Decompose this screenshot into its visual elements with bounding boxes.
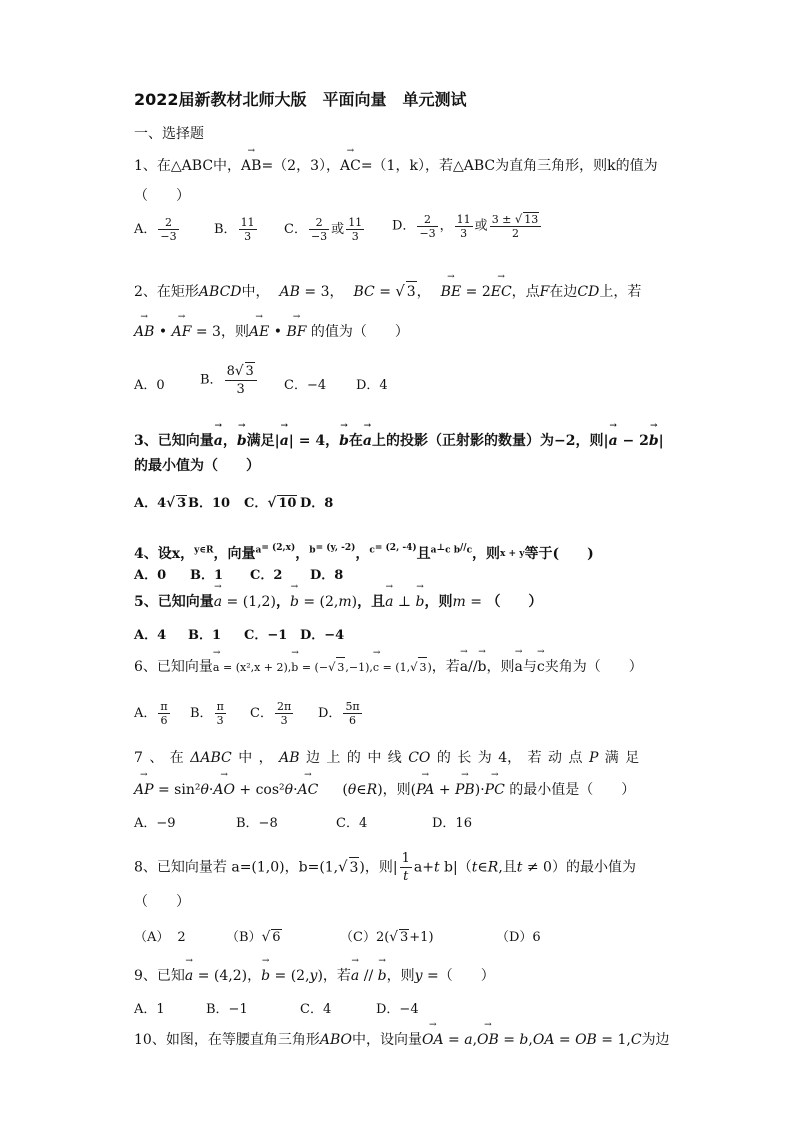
q8-option-a: （A） 2 — [134, 930, 186, 945]
q6-option-c: C． $\frac{2\pi}{3}$ — [250, 700, 292, 727]
q5-option-d: D．−4 — [300, 628, 345, 643]
q1-paren: （ ） — [134, 188, 190, 204]
q9-option-a: A．1 — [134, 1002, 165, 1017]
q7-stem: 7 、 在 ΔABC 中 ， AB 边 上 的 中 线 CO 的 长 为 4， 若 动 点 P 满 足 — [134, 750, 640, 766]
q9-option-b: B．−1 — [206, 1002, 248, 1017]
q5-option-a: A．4 — [134, 628, 167, 643]
q2-option-c: C．−4 — [284, 378, 327, 393]
q3-option-d: D．8 — [300, 496, 334, 511]
q4-stem: 4、设x，$^{y\in R}$，向量$^{a= (2,x)}$，$^{b= (y, -2)}$，$^{c= (2, -4)}$且$^{a\perp c b//c}$，则x + y等于( ) — [134, 543, 594, 562]
q7-option-b: B．−8 — [236, 816, 278, 831]
q8-option-c: （C）2(√ 3+1) — [340, 929, 434, 945]
q4-option-d: D．8 — [310, 568, 344, 583]
q3-option-b: B．10 — [188, 496, 231, 511]
q2-stem-line2: → AB • → AF = 3，则→ AE • → BF 的值为（ ） — [134, 322, 409, 342]
q6-option-a: A． $\frac{\pi}{6}$ — [134, 700, 168, 727]
section-heading: 一、选择题 — [134, 126, 204, 142]
q9-option-c: C．4 — [300, 1002, 332, 1017]
q5-stem: 5、已知向量→ a = (1,2)，→ b = (2,m)，且→ a ⊥ → b，则m = （ ） — [134, 592, 542, 612]
q7-option-c: C．4 — [336, 816, 368, 831]
q2-option-a: A．0 — [134, 378, 165, 393]
q1-option-d: D． $\frac{2}{-3}$ ， $\frac{11}{3}$ 或 $\frac{3 \pm √ 13}{2}$ — [392, 212, 543, 240]
q3-stem-line2: 的最小值为（ ） — [134, 458, 260, 474]
q5-option-c: C．−1 — [244, 628, 288, 643]
q7-stem-line2: → AP = sin²θ·→ AO + cos²θ·→ AC (θ∈R)，则(→ PA + → PB)·→ PC 的最小值是（ ） — [134, 780, 635, 800]
q4-option-c: C．2 — [250, 568, 283, 583]
q3-option-c: C．√ 10 — [244, 495, 297, 511]
q4-option-b: B．1 — [190, 568, 224, 583]
q9-stem: 9、已知→ a = (4,2)，→ b = (2,y)，若→ a // → b，则y =（ ） — [134, 966, 495, 986]
q8-stem: 8、已知向量若 a=(1,0)，b=(1,√ 3)，则| $\frac{1}{t}$ a+t b|（t∈R,且t ≠ 0）的最小值为 — [134, 851, 636, 884]
q6-stem: 6、已知向量→ a = (x²,x + 2),→ b = (−√ 3,−1),→ c = (1,√ 3)，若→ a//→ b，则→ a与→ c夹角为（ ） — [134, 657, 643, 678]
q8-option-d: （D）6 — [496, 930, 541, 945]
q4-option-a: A．0 — [134, 568, 167, 583]
q6-option-d: D． $\frac{5\pi}{6}$ — [318, 700, 360, 727]
q8-option-b: （B）√ 6 — [226, 929, 281, 945]
q1-option-c: C． $\frac{2}{-3}$ 或 $\frac{11}{3}$ — [284, 216, 363, 243]
q1-stem: 1、在△ABC中，→ AB=（2，3），→ AC=（1，k），若△ABC为直角三角形，则k的值为 — [134, 156, 658, 176]
q6-option-b: B． $\frac{\pi}{3}$ — [190, 700, 224, 727]
document-title: 2022届新教材北师大版 平面向量 单元测试 — [134, 90, 467, 109]
q2-option-d: D．4 — [356, 378, 388, 393]
q7-option-d: D．16 — [432, 816, 472, 831]
q2-stem: 2、在矩形ABCD中， AB = 3， BC = √ 3，→ BE = 2→ EC，点F在边CD上，若 — [134, 281, 641, 302]
q1-option-a: A． $\frac{2}{-3}$ — [134, 216, 177, 243]
q2-option-b: B． $\frac{8√ 3}{3}$ — [200, 362, 259, 398]
q8-paren: （ ） — [134, 894, 190, 910]
q7-option-a: A．−9 — [134, 816, 176, 831]
q9-option-d: D．−4 — [376, 1002, 419, 1017]
q3-stem: 3、已知向量→ a，→ b满足|→ a| = 4，→ b在→ a上的投影（正射影的数量）为−2，则|→ a − 2→ b| — [134, 431, 664, 451]
q1-option-b: B． $\frac{11}{3}$ — [214, 216, 255, 243]
q10-stem: 10、如图，在等腰直角三角形ABO中，设向量→ OA = a,→ OB = b,OA = OB = 1,C为边 — [134, 1030, 670, 1050]
q3-option-a: A．4√ 3 — [134, 495, 187, 511]
q5-option-b: B．1 — [188, 628, 222, 643]
